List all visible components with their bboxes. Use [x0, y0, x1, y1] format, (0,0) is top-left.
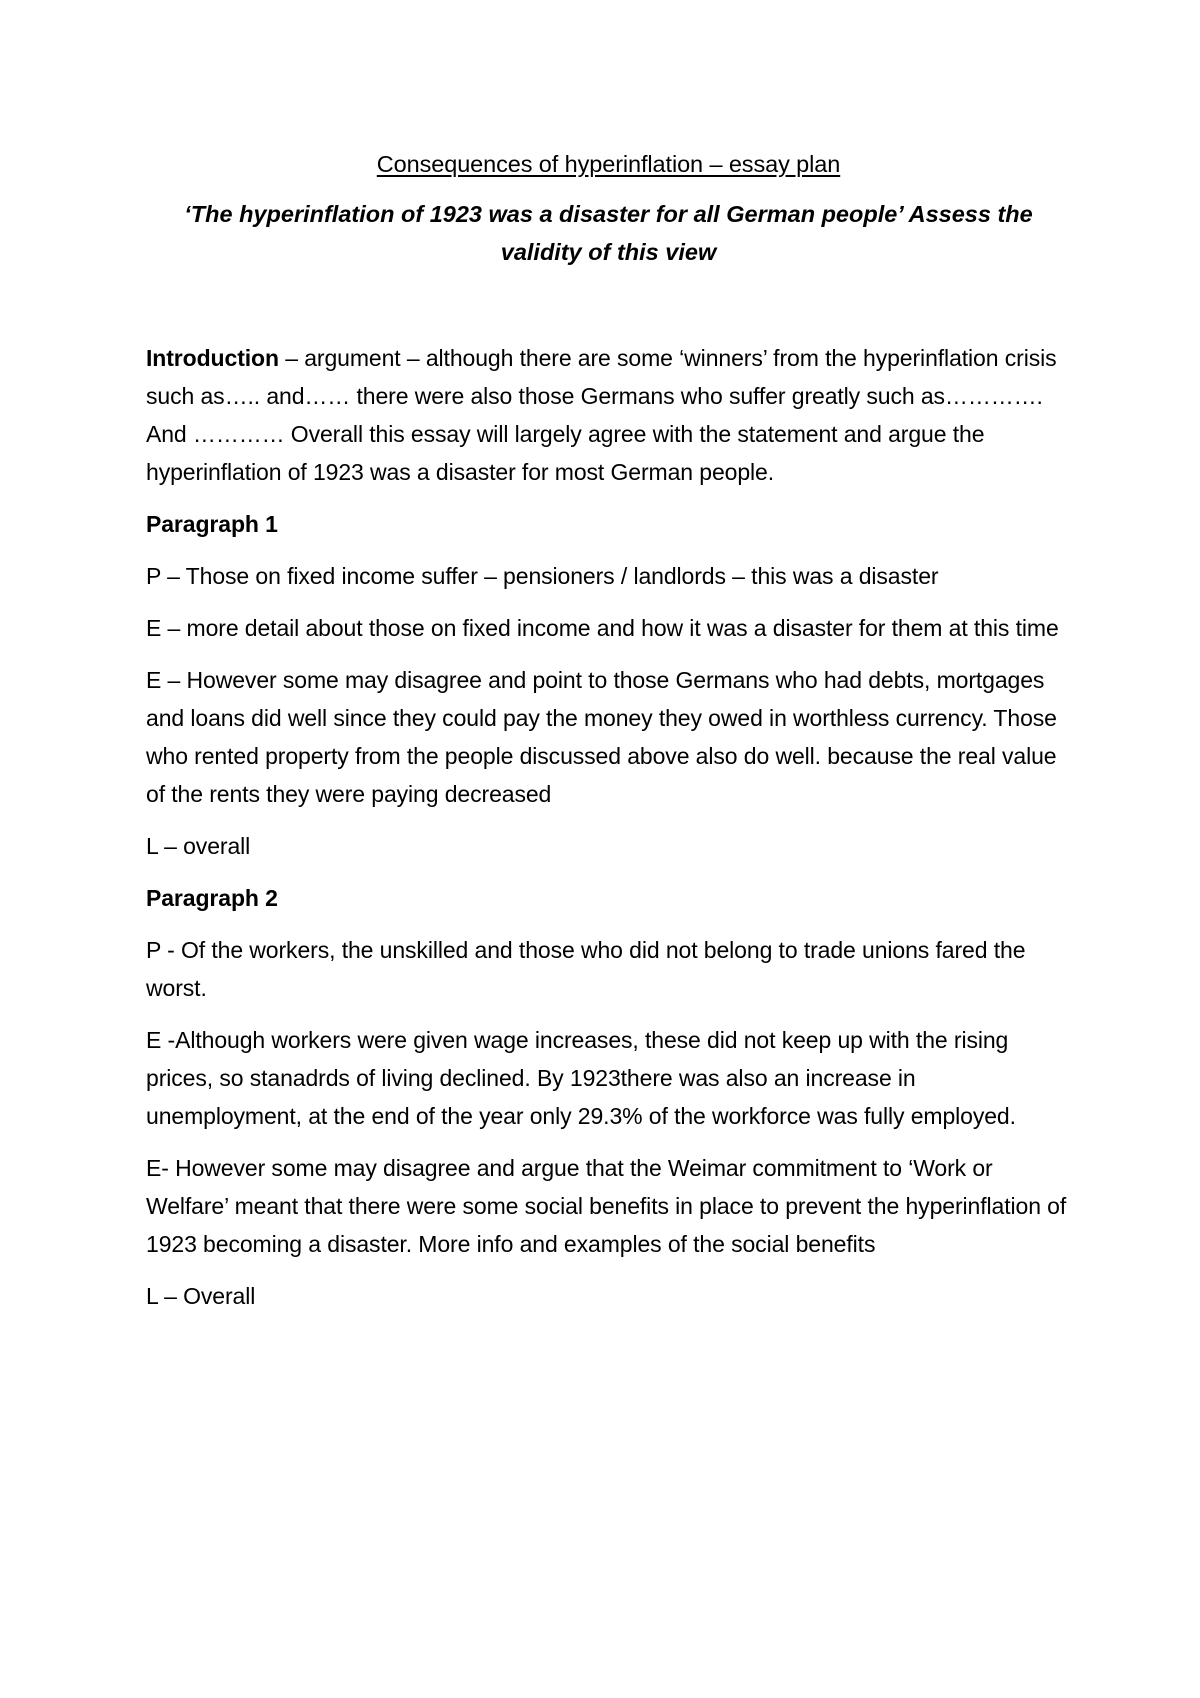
- introduction-text: – argument – although there are some ‘winners’ from the hyperinflation crisis such as….. and…… there were also those Germans who suffer greatly such as…………. And ………… Overall this essay will largely agree with the statement and argue the hyperinflation of 1923 was a disaster for most German people.: [146, 345, 1057, 485]
- paragraph-2-link: L – Overall: [146, 1283, 256, 1309]
- paragraph-2-heading: Paragraph 2: [146, 885, 278, 911]
- paragraph-1-evaluation: E – However some may disagree and point to those Germans who had debts, mortgages and loans did well since they could pay the money they owed in worthless currency. Those who rented property from the people discussed above also do well. because the real value of the rents they were paying decreased: [146, 667, 1057, 807]
- page-title: Consequences of hyperinflation – essay plan: [376, 151, 841, 177]
- paragraph-1-link: L – overall: [146, 833, 251, 859]
- paragraph-2-evaluation: E- However some may disagree and argue that the Weimar commitment to ‘Work or Welfare’ meant that there were some social benefits in place to prevent the hyperinflation of 1923 becoming a disaster. More info and examples of the social benefits: [146, 1155, 1067, 1257]
- paragraph-2-point: P - Of the workers, the unskilled and those who did not belong to trade unions fared the worst.: [146, 937, 1026, 1001]
- paragraph-2-evidence: E -Although workers were given wage increases, these did not keep up with the rising prices, so stanadrds of living declined. By 1923there was also an increase in unemployment, at the end of the year only 29.3% of the workforce was fully employed.: [146, 1027, 1016, 1129]
- paragraph-1-evidence: E – more detail about those on fixed income and how it was a disaster for them at this time: [146, 615, 1059, 641]
- paragraph-1-point: P – Those on fixed income suffer – pensioners / landlords – this was a disaster: [146, 563, 939, 589]
- introduction-paragraph: [146, 339, 1071, 491]
- introduction-label: Introduction: [146, 345, 279, 371]
- paragraph-1-heading: Paragraph 1: [146, 511, 278, 537]
- document-content: [146, 145, 1071, 1329]
- essay-question: ‘The hyperinflation of 1923 was a disaster for all German people’ Assess the validity of this view: [184, 201, 1033, 265]
